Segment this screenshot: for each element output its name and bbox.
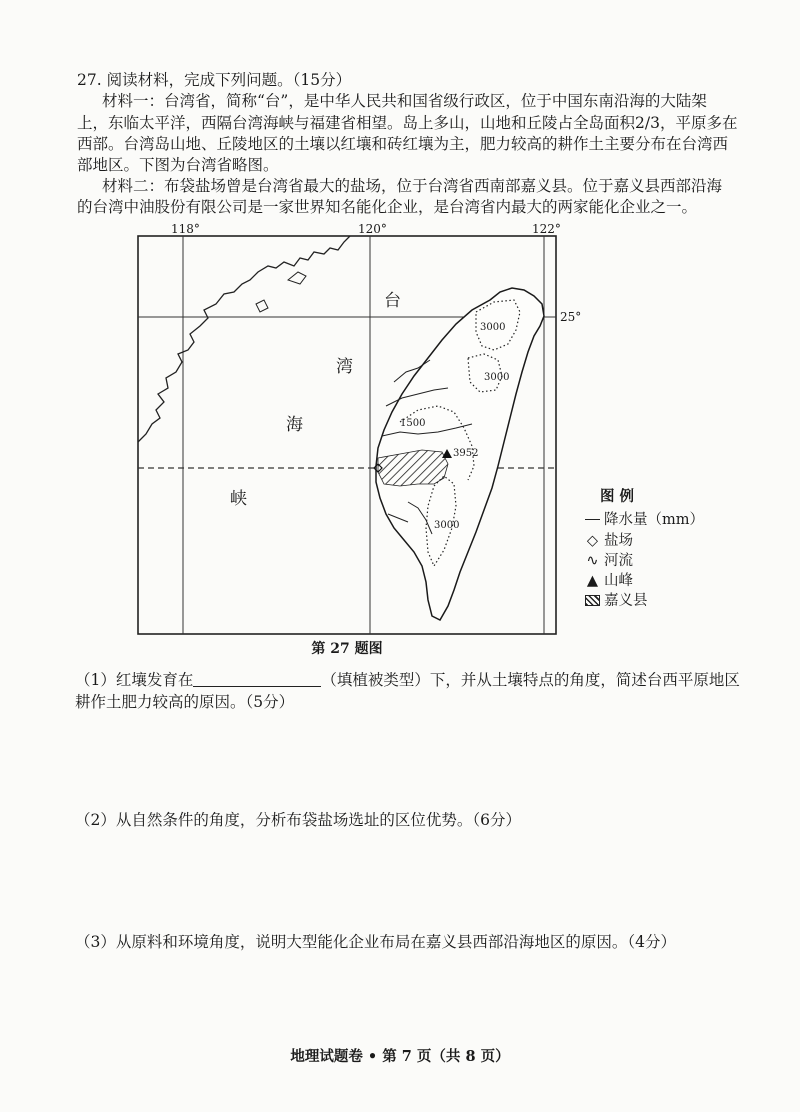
strait-char-hai: 海	[286, 415, 303, 435]
isohyet-label: 3000	[484, 372, 510, 383]
strait-char-tai: 台	[384, 291, 401, 311]
question-heading	[77, 70, 351, 90]
legend-peak	[585, 572, 633, 590]
material1-line-3: 西部。台湾岛山地、丘陵地区的土壤以红壤和砖红壤为主，肥力较高的耕作土主要分布在台湾西	[77, 135, 729, 153]
coastal-island	[288, 272, 306, 284]
subquestion-1-suffix: （填植被类型）下，并从土壤特点的角度，简述台西平原地区	[321, 671, 740, 689]
legend-chiayi	[585, 592, 648, 610]
legend-label: 降水量（mm）	[604, 512, 704, 528]
question-stem: 阅读材料，完成下列问题。（15分）	[106, 71, 352, 89]
material2-line-2: 的台湾中油股份有限公司是一家世界知名能化企业，是台湾省内最大的两家能化企业之一。	[77, 198, 698, 216]
map-caption: 第 27 题图	[311, 641, 383, 657]
peak-icon: ▲	[586, 573, 599, 589]
fujian-coastline	[138, 236, 350, 442]
isohyet-icon	[585, 519, 600, 520]
legend-title: 图 例	[600, 488, 635, 505]
lon-label-122: 122°	[532, 222, 561, 236]
coastal-island	[256, 300, 268, 312]
answer-blank[interactable]	[193, 670, 321, 687]
material1-line-1: 材料一：台湾省，简称“台”，是中华人民共和国省级行政区，位于中国东南沿海的大陆架	[102, 92, 707, 110]
material1-line-2: 上，东临太平洋，西隔台湾海峡与福建省相望。岛上多山，山地和丘陵占全岛面积2/3，平原多在	[77, 114, 738, 132]
legend-label: 嘉义县	[604, 593, 648, 609]
legend-river	[585, 552, 633, 570]
isohyet-label: 1500	[400, 418, 426, 429]
strait-char-wan: 湾	[336, 357, 353, 377]
river-icon: ∿	[586, 553, 599, 569]
subquestion-2: （2）从自然条件的角度，分析布袋盐场选址的区位优势。（6分）	[75, 811, 521, 829]
lat-label-25: 25°	[560, 310, 582, 324]
subquestion-1-line-1	[75, 668, 740, 692]
subquestion-1-line-2: 耕作土肥力较高的原因。（5分）	[75, 693, 295, 711]
legend-salt-field	[585, 532, 633, 550]
lon-label-118: 118°	[171, 222, 200, 236]
taiwan-map	[138, 222, 598, 657]
material2-line-1: 材料二：布袋盐场曾是台湾省最大的盐场，位于台湾省西南部嘉义县。位于嘉义县西部沿海	[102, 177, 723, 195]
page-footer: 地理试题卷 • 第 7 页（共 8 页）	[290, 1048, 510, 1065]
question-number: 27.	[77, 71, 102, 89]
isohyet-label: 3000	[434, 520, 460, 531]
subquestion-3: （3）从原料和环境角度，说明大型能化企业布局在嘉义县西部沿海地区的原因。（4分）	[75, 933, 676, 951]
salt-field-icon: ◇	[586, 533, 599, 549]
legend-label: 盐场	[604, 533, 633, 549]
hatch-icon	[585, 595, 600, 606]
material1-line-4: 部地区。下图为台湾省略图。	[77, 156, 279, 174]
legend-precipitation	[585, 511, 704, 529]
lon-label-120: 120°	[358, 222, 387, 236]
legend-label: 山峰	[604, 573, 633, 589]
peak-label: 3952	[453, 448, 479, 459]
strait-char-xia: 峡	[230, 489, 247, 509]
legend-label: 河流	[604, 553, 633, 569]
isohyet-label: 3000	[480, 322, 506, 333]
subquestion-1-prefix: （1）红壤发育在	[75, 671, 194, 689]
